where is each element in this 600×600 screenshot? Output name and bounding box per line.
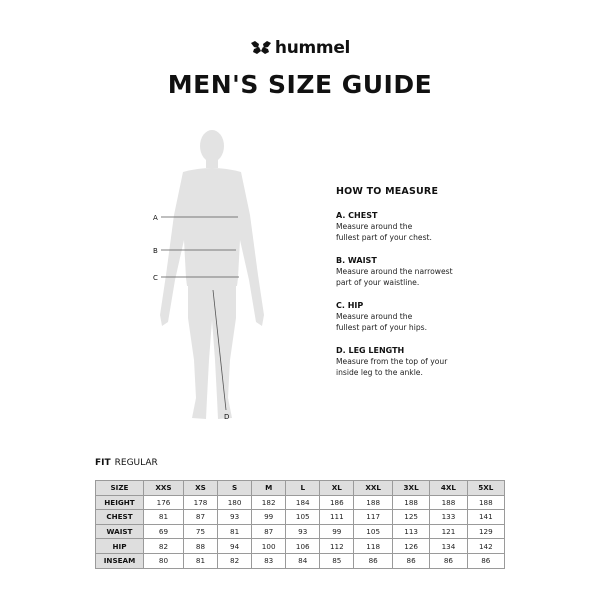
table-cell: 93: [218, 510, 252, 525]
table-cell: 82: [144, 539, 184, 554]
row-header: INSEAM: [96, 553, 144, 568]
column-header: L: [286, 481, 320, 496]
row-header: HIP: [96, 539, 144, 554]
measure-item-waist: [336, 255, 536, 288]
column-header: XS: [183, 481, 217, 496]
measure-item-title: A. CHEST: [336, 211, 378, 220]
how-to-measure-heading: HOW TO MEASURE: [336, 186, 439, 197]
table-cell: 121: [430, 524, 467, 539]
measure-item-desc: Measure around the narrowest part of your waistline.: [336, 267, 453, 287]
measure-item-desc: Measure around the fullest part of your hips.: [336, 312, 428, 332]
table-cell: 186: [320, 495, 354, 510]
measure-item-leg-length: [336, 345, 536, 378]
column-header: S: [218, 481, 252, 496]
measure-item-desc: Measure around the fullest part of your chest.: [336, 222, 432, 242]
table-cell: 188: [392, 495, 429, 510]
row-header: CHEST: [96, 510, 144, 525]
table-cell: 83: [252, 553, 286, 568]
brand-logo: [0, 38, 600, 58]
table-cell: 188: [467, 495, 504, 510]
table-cell: 80: [144, 553, 184, 568]
measure-item-desc: Measure from the top of your inside leg to the ankle.: [336, 357, 448, 377]
table-cell: 105: [354, 524, 393, 539]
column-header: XL: [320, 481, 354, 496]
table-header-row: [96, 481, 505, 496]
row-header: WAIST: [96, 524, 144, 539]
table-cell: 133: [430, 510, 467, 525]
table-cell: 125: [392, 510, 429, 525]
fit-label: FIT: [95, 458, 111, 468]
column-header: 3XL: [392, 481, 429, 496]
label-b: B: [153, 247, 158, 255]
column-header: SIZE: [96, 481, 144, 496]
how-to-measure: [336, 186, 536, 390]
table-row: [96, 553, 505, 568]
table-cell: 99: [320, 524, 354, 539]
row-header: HEIGHT: [96, 495, 144, 510]
table-cell: 88: [183, 539, 217, 554]
table-cell: 126: [392, 539, 429, 554]
measure-item-hip: [336, 300, 536, 333]
table-cell: 69: [144, 524, 184, 539]
table-cell: 81: [218, 524, 252, 539]
table-cell: 129: [467, 524, 504, 539]
table-cell: 86: [467, 553, 504, 568]
table-cell: 117: [354, 510, 393, 525]
fit-info: [95, 458, 158, 468]
table-row: [96, 495, 505, 510]
table-cell: 188: [430, 495, 467, 510]
table-cell: 178: [183, 495, 217, 510]
table-cell: 184: [286, 495, 320, 510]
label-d: D: [224, 413, 230, 421]
figure-head: [200, 130, 224, 162]
table-cell: 84: [286, 553, 320, 568]
bee-icon: [250, 41, 272, 55]
page-title: MEN'S SIZE GUIDE: [167, 70, 433, 99]
table-cell: 105: [286, 510, 320, 525]
table-cell: 141: [467, 510, 504, 525]
table-cell: 82: [218, 553, 252, 568]
table-cell: 134: [430, 539, 467, 554]
table-row: [96, 510, 505, 525]
figure-legs: [188, 284, 236, 419]
table-cell: 118: [354, 539, 393, 554]
column-header: 5XL: [467, 481, 504, 496]
body-figure: [150, 126, 280, 426]
column-header: XXL: [354, 481, 393, 496]
measure-item-title: B. WAIST: [336, 256, 377, 265]
table-cell: 111: [320, 510, 354, 525]
table-cell: 75: [183, 524, 217, 539]
table-cell: 86: [430, 553, 467, 568]
label-c: C: [153, 274, 158, 282]
measure-item-chest: [336, 210, 536, 243]
table-cell: 182: [252, 495, 286, 510]
column-header: XXS: [144, 481, 184, 496]
table-cell: 100: [252, 539, 286, 554]
table-row: [96, 539, 505, 554]
table-cell: 81: [183, 553, 217, 568]
table-cell: 99: [252, 510, 286, 525]
table-cell: 94: [218, 539, 252, 554]
label-a: A: [153, 214, 158, 222]
table-cell: 87: [183, 510, 217, 525]
table-cell: 85: [320, 553, 354, 568]
measure-item-title: C. HIP: [336, 301, 364, 310]
table-cell: 113: [392, 524, 429, 539]
size-table: [95, 480, 505, 569]
column-header: M: [252, 481, 286, 496]
table-cell: 81: [144, 510, 184, 525]
measure-item-title: D. LEG LENGTH: [336, 346, 405, 355]
figure-neck: [206, 158, 218, 168]
table-cell: 142: [467, 539, 504, 554]
column-header: 4XL: [430, 481, 467, 496]
table-cell: 87: [252, 524, 286, 539]
table-cell: 86: [392, 553, 429, 568]
brand-name: hummel: [274, 38, 351, 58]
table-cell: 86: [354, 553, 393, 568]
table-cell: 176: [144, 495, 184, 510]
table-cell: 106: [286, 539, 320, 554]
table-cell: 180: [218, 495, 252, 510]
table-row: [96, 524, 505, 539]
table-cell: 112: [320, 539, 354, 554]
table-cell: 188: [354, 495, 393, 510]
table-cell: 93: [286, 524, 320, 539]
fit-value: REGULAR: [114, 458, 158, 468]
